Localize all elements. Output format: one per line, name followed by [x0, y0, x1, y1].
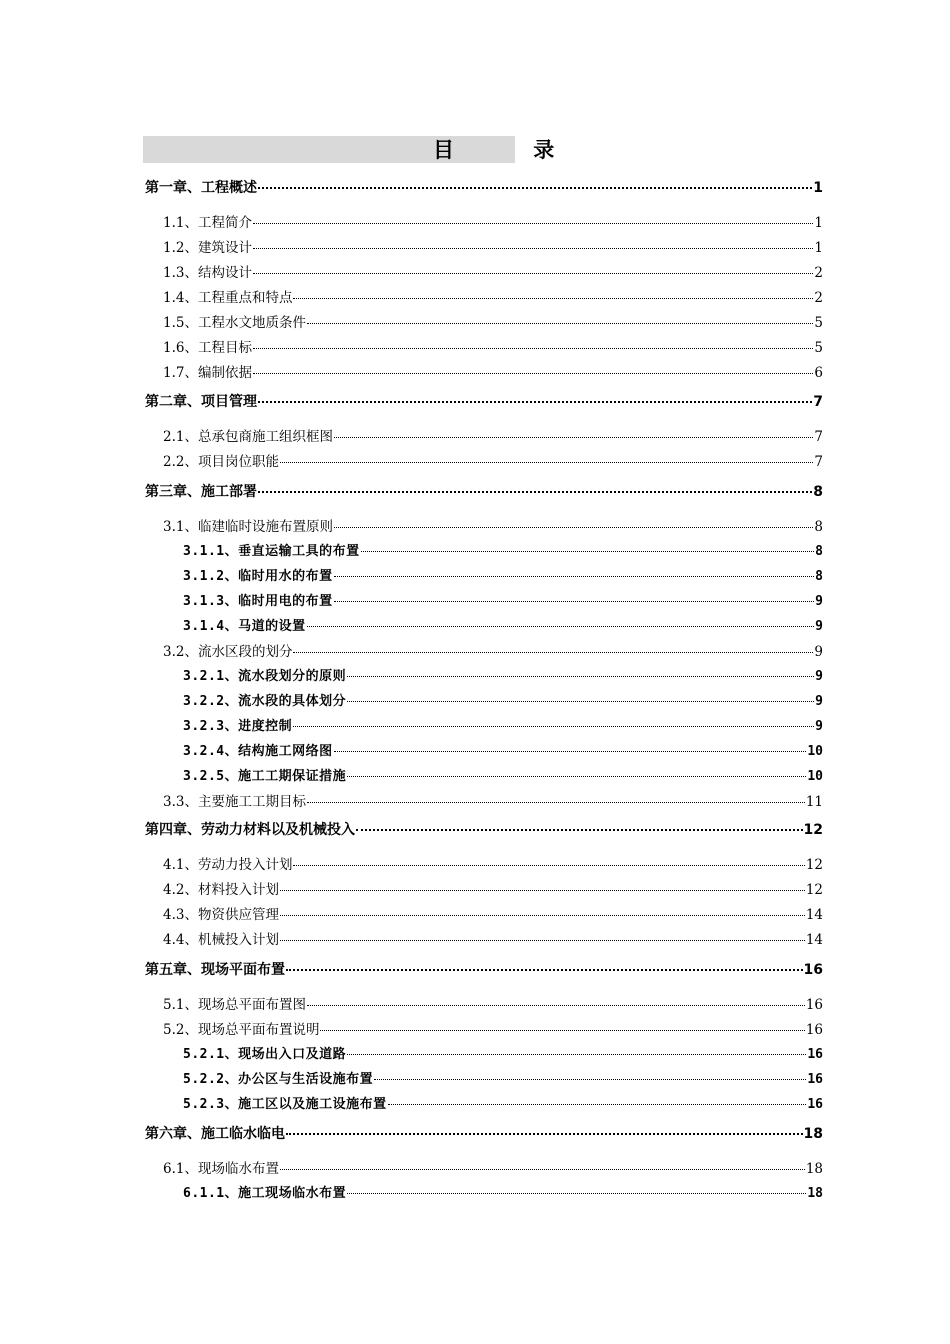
dot-leader	[347, 762, 806, 777]
toc-entry-level2[interactable]	[163, 336, 823, 356]
toc-entry-level2[interactable]	[163, 1018, 823, 1038]
dot-leader	[334, 562, 815, 577]
toc-entry-level2[interactable]	[163, 211, 823, 231]
toc-entry-label: 4.2、材料投入计划	[163, 882, 279, 898]
toc-entry-page-number: 9	[815, 694, 823, 709]
toc-entry-page-number: 14	[805, 932, 823, 948]
dot-leader	[334, 513, 813, 528]
toc-entry-label: 5.2、现场总平面布置说明	[163, 1022, 320, 1038]
toc-entry-page-number: 16	[807, 1097, 823, 1112]
toc-entry-label: 4.3、物资供应管理	[163, 907, 279, 923]
toc-entry-page-number: 9	[814, 644, 823, 660]
toc-entry-page-number: 12	[805, 882, 823, 898]
toc-entry-page-number: 7	[814, 454, 823, 470]
toc-entry-level1[interactable]	[145, 176, 823, 197]
toc-entry-level3[interactable]	[183, 690, 823, 709]
toc-entry-label: 1.3、结构设计	[163, 265, 252, 281]
toc-entry-level2[interactable]	[163, 878, 823, 898]
toc-entry-level2[interactable]	[163, 640, 823, 660]
toc-entry-page-number: 1	[814, 215, 823, 231]
toc-entry-level3[interactable]	[183, 540, 823, 559]
toc-entry-level2[interactable]	[163, 261, 823, 281]
toc-entry-label: 第一章、工程概述	[145, 180, 257, 196]
dot-leader	[293, 284, 813, 299]
toc-entry-label: 第四章、劳动力材料以及机械投入	[145, 822, 355, 838]
toc-entry-level2[interactable]	[163, 515, 823, 535]
toc-entry-level2[interactable]	[163, 311, 823, 331]
dot-leader	[293, 712, 814, 727]
toc-entry-page-number: 16	[803, 962, 823, 978]
toc-entry-page-number: 5	[814, 340, 823, 356]
dot-leader	[347, 1179, 806, 1194]
toc-entry-label: 3.1.1、垂直运输工具的布置	[183, 544, 360, 559]
toc-entry-label: 第五章、现场平面布置	[145, 962, 285, 978]
dot-leader	[388, 1090, 807, 1105]
dot-leader	[253, 359, 813, 374]
toc-entry-level3[interactable]	[183, 715, 823, 734]
toc-entry-page-number: 8	[814, 519, 823, 535]
toc-entry-page-number: 1	[813, 180, 823, 196]
toc-entry-label: 2.2、项目岗位职能	[163, 454, 279, 470]
toc-entry-label: 3.3、主要施工工期目标	[163, 794, 306, 810]
toc-title: 目 录	[433, 138, 591, 162]
toc-entry-level2[interactable]	[163, 928, 823, 948]
toc-entry-page-number: 16	[805, 1022, 823, 1038]
dot-leader	[280, 926, 805, 941]
toc-entry-level3[interactable]	[183, 1068, 823, 1087]
toc-entry-page-number: 16	[805, 997, 823, 1013]
toc-entry-page-number: 1	[814, 240, 823, 256]
toc-entry-level2[interactable]	[163, 1157, 823, 1177]
toc-entry-page-number: 7	[813, 394, 823, 410]
dot-leader	[253, 334, 813, 349]
toc-entry-label: 第六章、施工临水临电	[145, 1126, 285, 1142]
dot-leader	[280, 901, 805, 916]
toc-entry-level2[interactable]	[163, 790, 823, 810]
toc-entry-label: 3.1.4、马道的设置	[183, 619, 306, 634]
toc-entry-label: 1.5、工程水文地质条件	[163, 315, 306, 331]
toc-entry-label: 3.1.2、临时用水的布置	[183, 569, 333, 584]
toc-entry-level2[interactable]	[163, 853, 823, 873]
dot-leader	[356, 815, 803, 831]
dot-leader	[258, 387, 812, 403]
toc-entry-page-number: 16	[807, 1047, 823, 1062]
dot-leader	[347, 662, 814, 677]
toc-entry-label: 3.2.3、进度控制	[183, 719, 293, 734]
toc-entry-page-number: 10	[807, 744, 823, 759]
dot-leader	[258, 477, 812, 493]
dot-leader	[293, 638, 813, 653]
dot-leader	[334, 737, 807, 752]
dot-leader	[286, 955, 803, 971]
toc-entry-level2[interactable]	[163, 425, 823, 445]
dot-leader	[347, 687, 814, 702]
toc-entry-label: 1.6、工程目标	[163, 340, 252, 356]
toc-entry-label: 3.2.4、结构施工网络图	[183, 744, 333, 759]
toc-entry-label: 1.1、工程简介	[163, 215, 252, 231]
toc-entry-page-number: 12	[805, 857, 823, 873]
dot-leader	[280, 1155, 805, 1170]
dot-leader	[334, 423, 813, 438]
toc-entry-label: 1.2、建筑设计	[163, 240, 252, 256]
toc-entry-label: 3.2.1、流水段划分的原则	[183, 669, 347, 684]
toc-entry-label: 6.1.1、施工现场临水布置	[183, 1186, 347, 1201]
toc-entry-level1[interactable]	[145, 958, 823, 979]
toc-entry-label: 2.1、总承包商施工组织框图	[163, 429, 333, 445]
dot-leader	[280, 448, 813, 463]
toc-entry-page-number: 14	[805, 907, 823, 923]
toc-entry-page-number: 10	[807, 769, 823, 784]
toc-entry-level3[interactable]	[183, 1093, 823, 1112]
toc-entry-level3[interactable]	[183, 740, 823, 759]
dot-leader	[347, 1040, 806, 1055]
dot-leader	[320, 1016, 804, 1031]
dot-leader	[334, 587, 815, 602]
toc-entry-label: 5.2.2、办公区与生活设施布置	[183, 1072, 374, 1087]
toc-entry-level3[interactable]	[183, 590, 823, 609]
dot-leader	[258, 173, 812, 189]
toc-entry-label: 4.1、劳动力投入计划	[163, 857, 293, 873]
toc-entry-label: 6.1、现场临水布置	[163, 1161, 279, 1177]
dot-leader	[307, 788, 805, 803]
dot-leader	[253, 259, 813, 274]
toc-entry-label: 5.1、现场总平面布置图	[163, 997, 306, 1013]
toc-entry-page-number: 2	[814, 265, 823, 281]
toc-entry-label: 第二章、项目管理	[145, 394, 257, 410]
toc-entry-page-number: 9	[815, 594, 823, 609]
toc-entry-page-number: 7	[814, 429, 823, 445]
dot-leader	[307, 991, 805, 1006]
toc-entry-label: 3.1.3、临时用电的布置	[183, 594, 333, 609]
toc-entry-level3[interactable]	[183, 615, 823, 634]
toc-entry-level1[interactable]	[145, 1122, 823, 1143]
toc-entry-level1[interactable]	[145, 390, 823, 411]
toc-entry-page-number: 5	[814, 315, 823, 331]
toc-entry-label: 第三章、施工部署	[145, 484, 257, 500]
toc-entry-page-number: 9	[815, 669, 823, 684]
dot-leader	[253, 234, 813, 249]
toc-entry-level3[interactable]	[183, 765, 823, 784]
toc-entry-label: 5.2.1、现场出入口及道路	[183, 1047, 347, 1062]
toc-entry-level1[interactable]	[145, 480, 823, 501]
dot-leader	[307, 612, 815, 627]
toc-entry-page-number: 9	[815, 619, 823, 634]
toc-entry-page-number: 2	[814, 290, 823, 306]
toc-entry-level3[interactable]	[183, 665, 823, 684]
dot-leader	[293, 851, 804, 866]
toc-entry-page-number: 18	[803, 1126, 823, 1142]
toc-entry-page-number: 11	[805, 794, 823, 810]
toc-entry-page-number: 8	[815, 544, 823, 559]
toc-entry-level2[interactable]	[163, 236, 823, 256]
dot-leader	[286, 1119, 803, 1135]
toc-entry-page-number: 9	[815, 719, 823, 734]
dot-leader	[307, 309, 813, 324]
toc-entry-page-number: 12	[803, 822, 823, 838]
dot-leader	[280, 876, 805, 891]
toc-entry-level3[interactable]	[183, 1182, 823, 1201]
toc-entry-label: 3.2.2、流水段的具体划分	[183, 694, 347, 709]
toc-entry-label: 4.4、机械投入计划	[163, 932, 279, 948]
toc-entry-level2[interactable]	[163, 286, 823, 306]
toc-entry-page-number: 8	[813, 484, 823, 500]
toc-entry-label: 1.7、编制依据	[163, 365, 252, 381]
toc-entry-level3[interactable]	[183, 565, 823, 584]
toc-entry-label: 1.4、工程重点和特点	[163, 290, 293, 306]
dot-leader	[361, 537, 815, 552]
toc-entry-label: 3.2、流水区段的划分	[163, 644, 293, 660]
toc-entry-level2[interactable]	[163, 993, 823, 1013]
toc-entry-label: 3.1、临建临时设施布置原则	[163, 519, 333, 535]
toc-entry-level3[interactable]	[183, 1043, 823, 1062]
toc-entry-page-number: 8	[815, 569, 823, 584]
toc-entry-page-number: 6	[814, 365, 823, 381]
toc-entry-page-number: 18	[805, 1161, 823, 1177]
toc-entry-page-number: 16	[807, 1072, 823, 1087]
toc-entry-level2[interactable]	[163, 361, 823, 381]
toc-entry-level2[interactable]	[163, 450, 823, 470]
toc-entry-level1[interactable]	[145, 818, 823, 839]
dot-leader	[253, 209, 813, 224]
toc-entry-label: 3.2.5、施工工期保证措施	[183, 769, 347, 784]
dot-leader	[374, 1065, 806, 1080]
toc-entry-page-number: 18	[807, 1186, 823, 1201]
toc-entry-level2[interactable]	[163, 903, 823, 923]
toc-entry-label: 5.2.3、施工区以及施工设施布置	[183, 1097, 387, 1112]
